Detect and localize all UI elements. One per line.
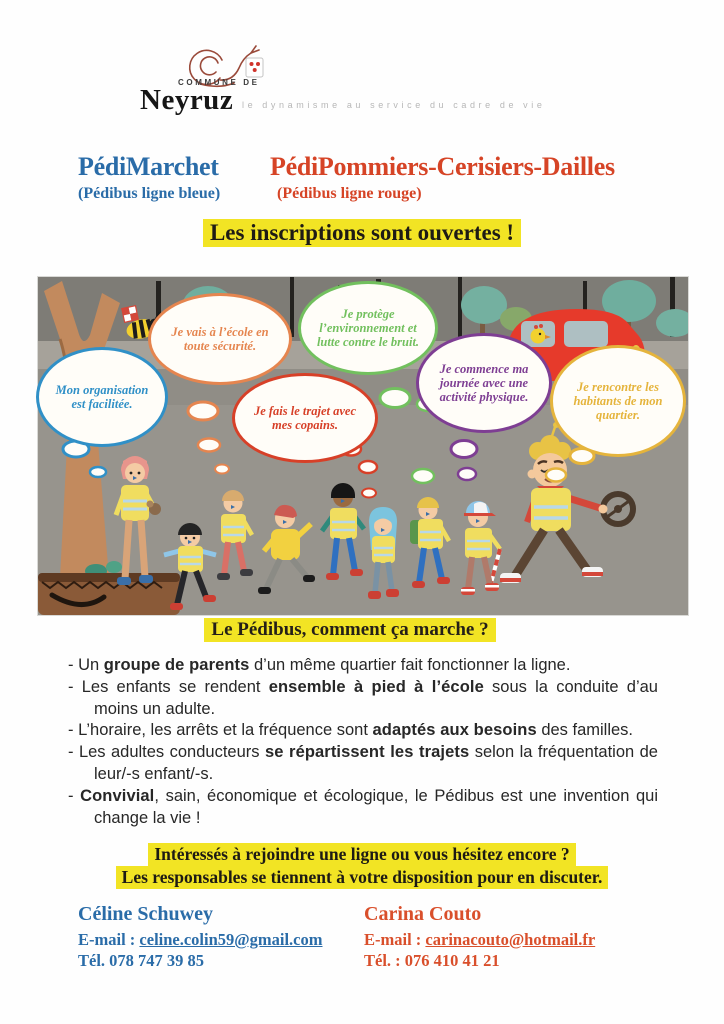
- speech-bubble-securite: Je vais à l’école en toute sécurité.: [148, 293, 292, 385]
- registration-banner-wrap: [0, 219, 724, 247]
- bullet-item: - Un groupe de parents d’un même quartier fait fonctionner la ligne.: [68, 656, 571, 674]
- speech-bubble-copains: Je fais le trajet avec mes copains.: [232, 373, 378, 463]
- contact-celine: [78, 903, 323, 971]
- speech-bubble-quartier: Je rencontre les habitants de mon quartier.: [550, 345, 686, 457]
- contact-phone: Tél. 078 747 39 85: [78, 951, 205, 970]
- line-blue-heading: [78, 152, 270, 203]
- logo-tagline: le dynamisme au service du cadre de vie: [242, 100, 546, 110]
- line-red-subtitle: (Pédibus ligne rouge): [277, 185, 422, 202]
- invitation-block: [0, 843, 724, 889]
- commune-logo: [138, 34, 578, 118]
- how-heading: Le Pédibus, comment ça marche ?: [204, 618, 495, 642]
- line-blue-subtitle: (Pédibus ligne bleue): [78, 185, 221, 202]
- logo-name-text: Neyruz: [140, 84, 234, 116]
- bullet-item: - Convivial, sain, économique et écologique, le Pédibus est une invention qui change la vie !: [68, 786, 658, 827]
- logo-commune-text: COMMUNE DE: [178, 78, 260, 87]
- logo-dice-icon: [246, 58, 263, 77]
- invitation-line1: Intéressés à rejoindre une ligne ou vous hésitez encore ?: [148, 843, 575, 866]
- invitation-line2: Les responsables se tiennent à votre disposition pour en discuter.: [116, 866, 609, 889]
- speech-bubble-organisation: Mon organisation est facilitée.: [36, 347, 168, 447]
- pedibus-lines-header: [78, 152, 678, 203]
- email-link[interactable]: celine.colin59@gmail.com: [139, 930, 323, 949]
- contact-name: Carina Couto: [364, 903, 482, 925]
- line-blue-title: PédiMarchet: [78, 152, 219, 181]
- bullet-item: - Les enfants se rendent ensemble à pied à l’école sous la conduite d’au moins un adulte.: [68, 677, 658, 718]
- how-bullet-list: [64, 655, 658, 829]
- contact-phone: Tél. : 076 410 41 21: [364, 951, 500, 970]
- email-label: E-mail :: [364, 930, 426, 949]
- email-label: E-mail :: [78, 930, 140, 949]
- line-red-title: PédiPommiers-Cerisiers-Dailles: [270, 152, 615, 181]
- contact-name: Céline Schuwey: [78, 903, 213, 925]
- line-red-heading: [270, 152, 615, 203]
- pedibus-illustration: [38, 277, 688, 615]
- contact-carina: [364, 903, 595, 971]
- bullet-item: - L’horaire, les arrêts et la fréquence sont adaptés aux besoins des familles.: [68, 721, 634, 740]
- how-heading-wrap: [0, 618, 700, 642]
- bullet-item: - Les adultes conducteurs se répartissent les trajets selon la fréquentation de leur/-s enfant/-s.: [68, 743, 658, 783]
- registration-banner: Les inscriptions sont ouvertes !: [203, 219, 521, 247]
- speech-bubble-activite: Je commence ma journée avec une activité physique.: [416, 333, 552, 433]
- speech-bubble-environnement: Je protège l’environnement et lutte contre le bruit.: [298, 281, 438, 375]
- email-link[interactable]: carinacouto@hotmail.fr: [425, 930, 596, 949]
